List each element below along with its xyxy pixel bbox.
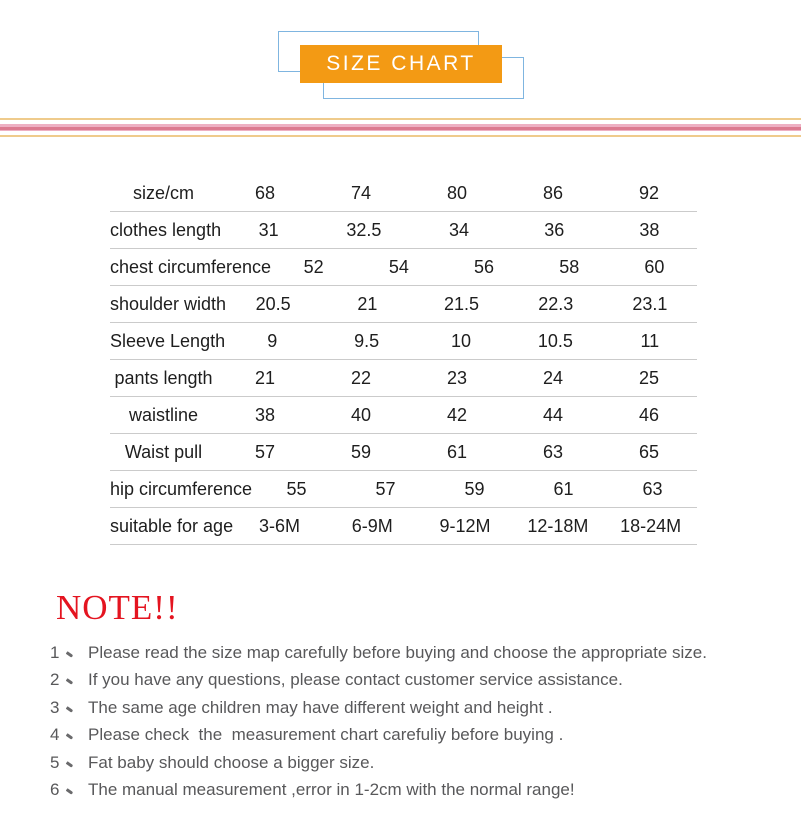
cell: 44 [542,405,564,425]
cell: 63 [642,479,663,499]
cell: 23.1 [632,294,668,314]
cell: 22 [350,368,372,388]
cell: 9-12M [439,516,491,536]
cell: 52 [303,257,324,277]
note-number: 4 [50,725,60,745]
table-row-pants-length [110,360,697,397]
cell: 11 [640,331,660,351]
table-row-suitable-age [110,508,697,545]
cell: 21 [357,294,378,314]
list-item [50,777,707,805]
size-table [110,175,697,545]
cell: 3-6M [258,516,300,536]
list-item [50,749,707,777]
cell: 6-9M [351,516,393,536]
row-label: Sleeve Length [110,331,226,351]
cell: 58 [559,257,580,277]
cell: 59 [464,479,485,499]
notes-list [50,639,707,804]
cell: 23 [446,368,468,388]
note-text: The same age children may have different weight and height . [88,697,553,717]
cell: 60 [644,257,665,277]
cell: 42 [446,405,468,425]
table-row-shoulder-width [110,286,697,323]
note-number: 1 [50,642,60,662]
cell: 46 [638,405,660,425]
cell: 56 [474,257,495,277]
cell: 74 [350,183,372,203]
list-item [50,722,707,750]
cell: 54 [388,257,409,277]
cell: 86 [542,183,564,203]
cell: 65 [638,442,660,462]
cell: 24 [542,368,564,388]
row-label: suitable for age [110,516,234,536]
cell: 92 [638,183,660,203]
ideographic-comma-icon [63,783,78,797]
note-number: 5 [50,752,60,772]
row-label: clothes length [110,220,222,240]
row-label: size/cm [132,183,194,203]
cell: 20.5 [255,294,291,314]
table-row-size [110,175,697,212]
cell: 57 [375,479,396,499]
list-item [50,667,707,695]
note-text: The manual measurement ,error in 1-2cm with the normal range! [88,780,575,800]
cell: 61 [446,442,468,462]
cell: 40 [350,405,372,425]
cell: 55 [286,479,307,499]
decorative-stripe-ribbon [0,117,801,138]
ideographic-comma-icon [63,756,78,770]
row-label: chest circumference [110,257,272,277]
cell: 38 [639,220,660,240]
ideographic-comma-icon [63,673,78,687]
cell: 32.5 [346,220,382,240]
cell: 80 [446,183,468,203]
cell: 9 [267,331,278,351]
table-row-hip-circumference [110,471,697,508]
page-title: SIZE CHART [300,45,502,83]
note-text: If you have any questions, please contact customer service assistance. [88,670,623,690]
cell: 18-24M [620,516,682,536]
row-label: pants length [114,368,213,388]
cell: 57 [254,442,276,462]
cell: 22.3 [538,294,574,314]
row-label: shoulder width [110,294,227,314]
table-row-sleeve-length [110,323,697,360]
note-text: Please read the size map carefully before buying and choose the appropriate size. [88,642,707,662]
cell: 31 [258,220,279,240]
list-item [50,694,707,722]
cell: 68 [254,183,276,203]
ideographic-comma-icon [63,728,78,742]
row-label: waistline [128,405,199,425]
note-number: 3 [50,697,60,717]
cell: 38 [254,405,276,425]
table-row-waistline [110,397,697,434]
cell: 36 [544,220,565,240]
cell: 61 [553,479,574,499]
cell: 25 [638,368,660,388]
cell: 34 [449,220,470,240]
note-text: Fat baby should choose a bigger size. [88,752,375,772]
note-text: Please check the measurement chart carefuliy before buying . [88,725,564,745]
row-label: hip circumference [110,479,253,499]
cell: 12-18M [527,516,589,536]
ideographic-comma-icon [63,646,78,660]
cell: 9.5 [354,331,380,351]
table-row-clothes-length [110,212,697,249]
cell: 21.5 [444,294,480,314]
cell: 21 [254,368,276,388]
table-row-chest-circumference [110,249,697,286]
cell: 10 [451,331,472,351]
list-item [50,639,707,667]
ideographic-comma-icon [63,701,78,715]
cell: 63 [542,442,564,462]
note-heading: NOTE!! [56,588,179,627]
row-label: Waist pull [124,442,203,462]
note-number: 6 [50,780,60,800]
note-number: 2 [50,670,60,690]
cell: 10.5 [537,331,573,351]
cell: 59 [350,442,372,462]
table-row-waist-pull [110,434,697,471]
